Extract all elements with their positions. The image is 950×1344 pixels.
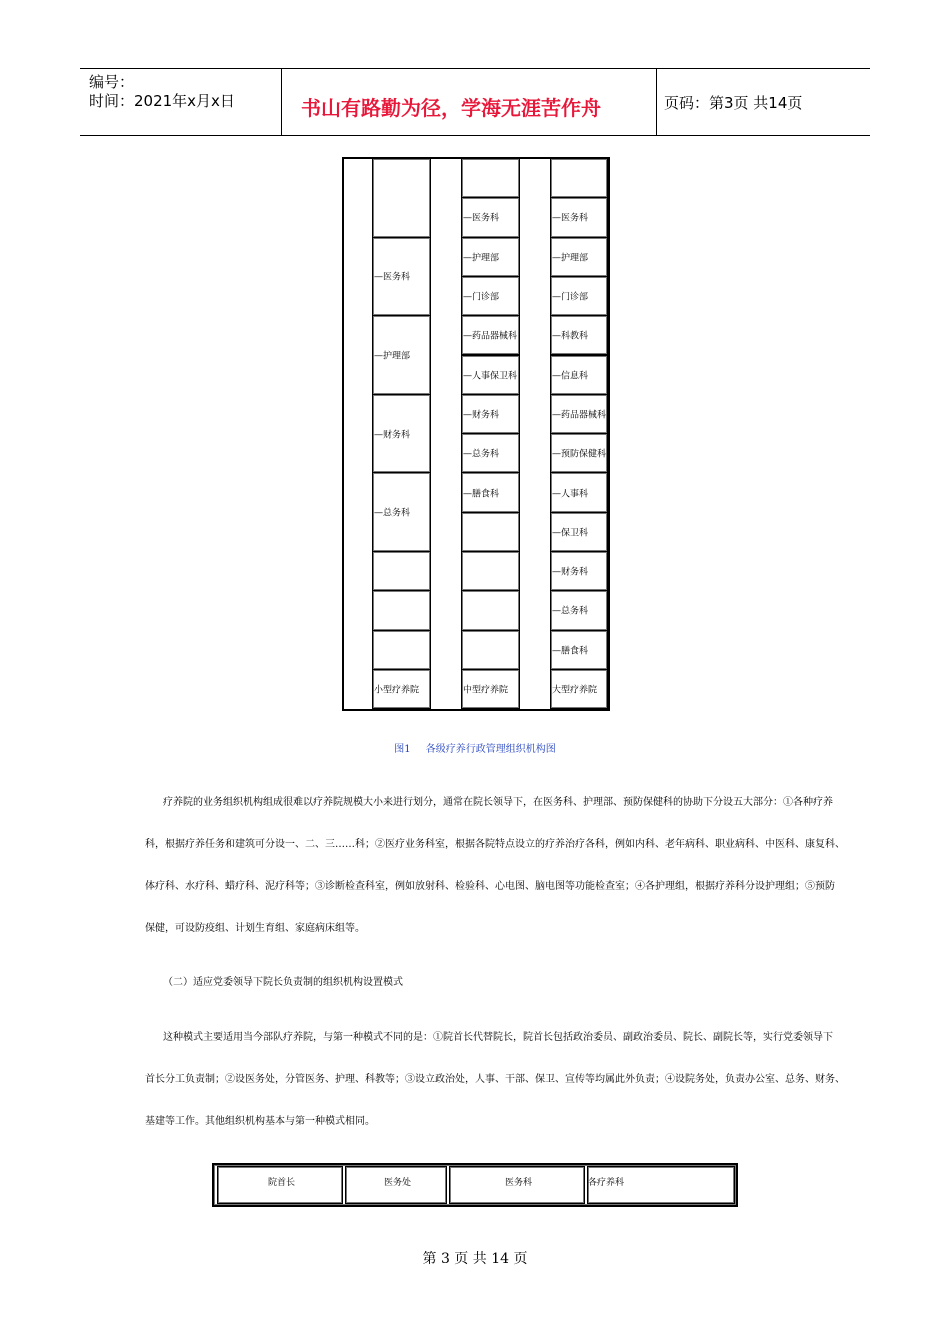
paragraph-line: 首长分工负责制；②设医务处，分管医务、护理、科教等；③设立政治处，人事、干部、保卫、宣传等均属此外负责；④设院务处，负责办公室、总务、财务、 — [145, 1074, 845, 1085]
bottom-table-cell — [217, 1166, 343, 1204]
large-sanatorium-cell-label: —护理部 — [552, 253, 589, 264]
figure-frame-line — [342, 157, 344, 711]
large-sanatorium-cell — [550, 669, 608, 709]
medium-sanatorium-cell — [461, 669, 520, 709]
header-motto: 书山有路勤为径，学海无涯苦作舟 — [301, 96, 601, 120]
large-sanatorium-cell — [550, 237, 608, 277]
small-sanatorium-cell-label: —医务科 — [374, 272, 411, 283]
bottom-table-cell-label: 各疗养科 — [588, 1178, 625, 1188]
small-sanatorium-cell — [372, 472, 431, 552]
large-sanatorium-cell — [550, 394, 608, 434]
small-sanatorium-cell — [372, 315, 431, 395]
large-sanatorium-cell-label: —科教科 — [552, 331, 589, 342]
small-sanatorium-cell — [372, 394, 431, 474]
large-sanatorium-cell-label: —人事科 — [552, 489, 589, 500]
small-sanatorium-cell-label: —护理部 — [374, 351, 411, 362]
small-sanatorium-cell — [372, 237, 431, 317]
medium-sanatorium-cell — [461, 630, 520, 670]
medium-sanatorium-cell-label: 中型疗养院 — [463, 685, 509, 696]
large-sanatorium-cell-label: —财务科 — [552, 567, 589, 578]
large-sanatorium-cell-label: —信息科 — [552, 371, 589, 382]
small-sanatorium-cell-label: —财务科 — [374, 430, 411, 441]
small-sanatorium-cell — [372, 551, 431, 591]
large-sanatorium-cell — [550, 630, 608, 670]
header-divider-left — [281, 68, 282, 136]
paragraph-line: 体疗科、水疗科、蜡疗科、泥疗科等；③诊断检查科室，例如放射科、检验科、心电图、脑电图等功能检查室；④各护理组，根据疗养科分设护理组；⑤预防 — [145, 881, 835, 892]
figure-caption-text: 各级疗养行政管理组织机构图 — [425, 744, 556, 755]
medium-sanatorium-cell — [461, 394, 520, 434]
page-footer: 第 3 页 共 14 页 — [422, 1251, 528, 1267]
large-sanatorium-cell — [550, 472, 608, 512]
header-bottom-rule — [80, 135, 870, 136]
medium-sanatorium-cell — [461, 590, 520, 630]
header-divider-right — [656, 68, 657, 136]
large-sanatorium-cell — [550, 355, 608, 395]
medium-sanatorium-cell-label: —门诊部 — [463, 292, 500, 303]
large-sanatorium-cell-label: —预防保健科 — [552, 449, 607, 460]
paragraph-line: 疗养院的业务组织机构组成很难以疗养院规模大小来进行划分，通常在院长领导下，在医务科、护理部、预防保健科的协助下分设五大部分：①各种疗养 — [163, 797, 833, 808]
medium-sanatorium-cell — [461, 512, 520, 552]
large-sanatorium-cell — [550, 512, 608, 552]
medium-sanatorium-cell — [461, 315, 520, 355]
large-sanatorium-cell-label: 大型疗养院 — [552, 685, 598, 696]
medium-sanatorium-cell — [461, 197, 520, 237]
paragraph-line: 保健，可设防疫组、计划生育组、家庭病床组等。 — [145, 923, 365, 934]
large-sanatorium-cell — [550, 433, 608, 473]
figure-frame-line — [608, 157, 610, 711]
large-sanatorium-cell-label: —总务科 — [552, 606, 589, 617]
small-sanatorium-cell — [372, 158, 431, 238]
large-sanatorium-cell-label: —保卫科 — [552, 528, 589, 539]
large-sanatorium-cell-label: —医务科 — [552, 213, 589, 224]
medium-sanatorium-cell — [461, 276, 520, 316]
medium-sanatorium-cell-label: —人事保卫科 — [463, 371, 518, 382]
medium-sanatorium-cell — [461, 472, 520, 512]
medium-sanatorium-cell-label: —护理部 — [463, 253, 500, 264]
small-sanatorium-cell — [372, 669, 431, 709]
paragraph-line: 基建等工作。其他组织机构基本与第一种模式相同。 — [145, 1116, 375, 1127]
figure-caption — [0, 740, 950, 755]
medium-sanatorium-cell-label: —医务科 — [463, 213, 500, 224]
medium-sanatorium-cell-label: —膳食科 — [463, 489, 500, 500]
serial-label: 编号： — [89, 73, 135, 91]
small-sanatorium-cell-label: 小型疗养院 — [374, 685, 420, 696]
bottom-table-cell — [587, 1166, 735, 1204]
medium-sanatorium-cell — [461, 355, 520, 395]
page-indicator: 页码：第3页 共14页 — [664, 94, 803, 112]
medium-sanatorium-cell — [461, 433, 520, 473]
medium-sanatorium-cell-label: —总务科 — [463, 449, 500, 460]
small-sanatorium-cell — [372, 590, 431, 630]
time-label: 时间：2021年x月x日 — [89, 92, 235, 110]
bottom-table-cell-label: 院首长 — [268, 1178, 296, 1188]
paragraph-line: 这种模式主要适用当今部队疗养院，与第一种模式不同的是：①院首长代替院长，院首长包括政治委员、副政治委员、院长、副院长等，实行党委领导下 — [163, 1032, 833, 1043]
large-sanatorium-cell — [550, 197, 608, 237]
large-sanatorium-cell — [550, 158, 608, 198]
paragraph-line: 科，根据疗养任务和建筑可分设一、二、三……科；②医疗业务科室，根据各院特点设立的疗养治疗各科，例如内科、老年病科、职业病科、中医科、康复科、 — [145, 839, 845, 850]
large-sanatorium-cell — [550, 551, 608, 591]
large-sanatorium-cell-label: —门诊部 — [552, 292, 589, 303]
small-sanatorium-cell-label: —总务科 — [374, 508, 411, 519]
medium-sanatorium-cell-label: —财务科 — [463, 410, 500, 421]
medium-sanatorium-cell — [461, 237, 520, 277]
medium-sanatorium-cell — [461, 551, 520, 591]
large-sanatorium-cell — [550, 315, 608, 355]
figure-frame-line — [342, 709, 610, 711]
large-sanatorium-cell-label: —药品器械科 — [552, 410, 607, 421]
figure-caption-number: 图1 — [394, 744, 411, 755]
bottom-table-cell-label: 医务科 — [505, 1178, 533, 1188]
bottom-table-cell-label: 医务处 — [384, 1178, 412, 1188]
section-heading: （二）适应党委领导下院长负责制的组织机构设置模式 — [163, 977, 403, 988]
medium-sanatorium-cell-label: —药品器械科 — [463, 331, 518, 342]
medium-sanatorium-cell — [461, 158, 520, 198]
large-sanatorium-cell-label: —膳食科 — [552, 646, 589, 657]
small-sanatorium-cell — [372, 630, 431, 670]
bottom-table-cell — [449, 1166, 585, 1204]
bottom-table-cell — [345, 1166, 447, 1204]
header-top-rule — [80, 68, 870, 69]
large-sanatorium-cell — [550, 276, 608, 316]
large-sanatorium-cell — [550, 590, 608, 630]
